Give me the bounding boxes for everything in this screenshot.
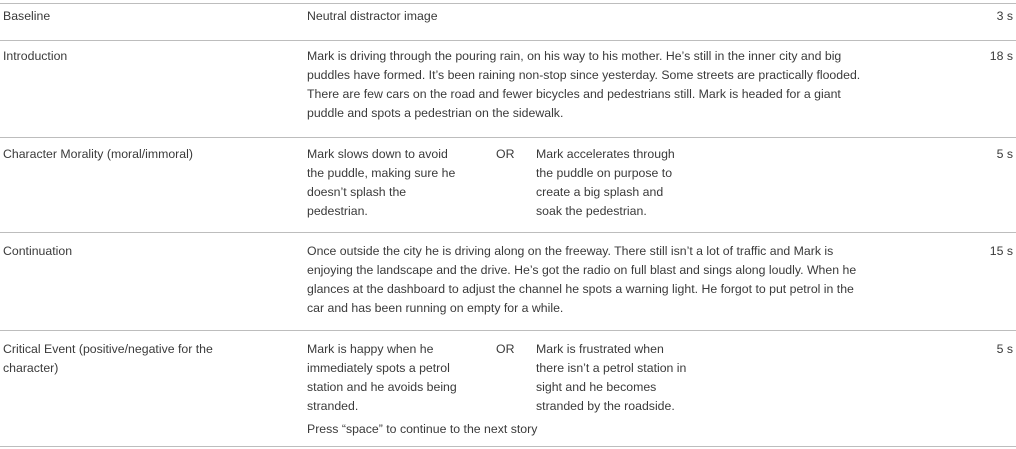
description-line: There are few cars on the road and fewer bicycles and pedestrians still. Mark is headed for a giant	[307, 87, 841, 101]
description-line: puddle and spots a pedestrian on the sidewalk.	[307, 106, 564, 120]
phase-label-introduction: Introduction	[3, 49, 68, 63]
description-line: puddles have formed. It’s been raining non-stop since yesterday. Some streets are practically flooded.	[307, 68, 861, 82]
option-line: stranded.	[307, 399, 359, 413]
option-line: soak the pedestrian.	[536, 204, 647, 218]
duration-baseline: 3 s	[996, 9, 1013, 23]
row-divider	[0, 330, 1016, 331]
option-negative	[536, 340, 686, 416]
description-line: Once outside the city he is driving along on the freeway. There still isn’t a lot of traffic and Mark is	[307, 244, 834, 258]
duration-character-morality: 5 s	[996, 147, 1013, 161]
description-line: enjoying the landscape and the drive. He’s got the radio on full blast and sings along loudly. When he	[307, 263, 857, 277]
option-line: there isn’t a petrol station in	[536, 361, 687, 375]
option-line: the puddle, making sure he	[307, 166, 456, 180]
duration-continuation: 15 s	[989, 244, 1013, 258]
option-line: doesn’t splash the	[307, 185, 407, 199]
option-line: Mark is happy when he	[307, 342, 434, 356]
description-continuation	[307, 242, 947, 318]
option-positive	[307, 340, 457, 416]
description-introduction	[307, 47, 947, 123]
row-divider	[0, 3, 1016, 4]
phase-label-critical-event	[3, 340, 213, 378]
phase-label-continuation: Continuation	[3, 244, 73, 258]
option-line: immediately spots a petrol	[307, 361, 450, 375]
or-separator: OR	[496, 342, 515, 356]
option-line: the puddle on purpose to	[536, 166, 673, 180]
description-baseline: Neutral distractor image	[307, 9, 438, 23]
row-divider	[0, 232, 1016, 233]
phase-label-baseline: Baseline	[3, 9, 51, 23]
option-moral	[307, 145, 455, 221]
option-line: Mark accelerates through	[536, 147, 675, 161]
row-divider	[0, 40, 1016, 41]
phase-line: character)	[3, 361, 59, 375]
row-divider	[0, 446, 1016, 447]
option-line: stranded by the roadside.	[536, 399, 675, 413]
option-line: sight and he becomes	[536, 380, 657, 394]
or-separator: OR	[496, 147, 515, 161]
duration-critical-event: 5 s	[996, 342, 1013, 356]
row-divider	[0, 137, 1016, 138]
option-immoral	[536, 145, 675, 221]
duration-introduction: 18 s	[989, 49, 1013, 63]
description-line: Mark is driving through the pouring rain, on his way to his mother. He’s still in the inner city and big	[307, 49, 842, 63]
phase-line: Critical Event (positive/negative for the	[3, 342, 213, 356]
option-line: station and he avoids being	[307, 380, 457, 394]
phase-label-character-morality: Character Morality (moral/immoral)	[3, 147, 193, 161]
option-line: Mark is frustrated when	[536, 342, 664, 356]
description-line: car and has been running on empty for a while.	[307, 301, 564, 315]
continue-instruction: Press “space” to continue to the next story	[307, 422, 538, 436]
option-line: create a big splash and	[536, 185, 664, 199]
description-line: glances at the dashboard to adjust the channel he spots a warning light. He forgot to put petrol in the	[307, 282, 854, 296]
option-line: pedestrian.	[307, 204, 368, 218]
option-line: Mark slows down to avoid	[307, 147, 448, 161]
